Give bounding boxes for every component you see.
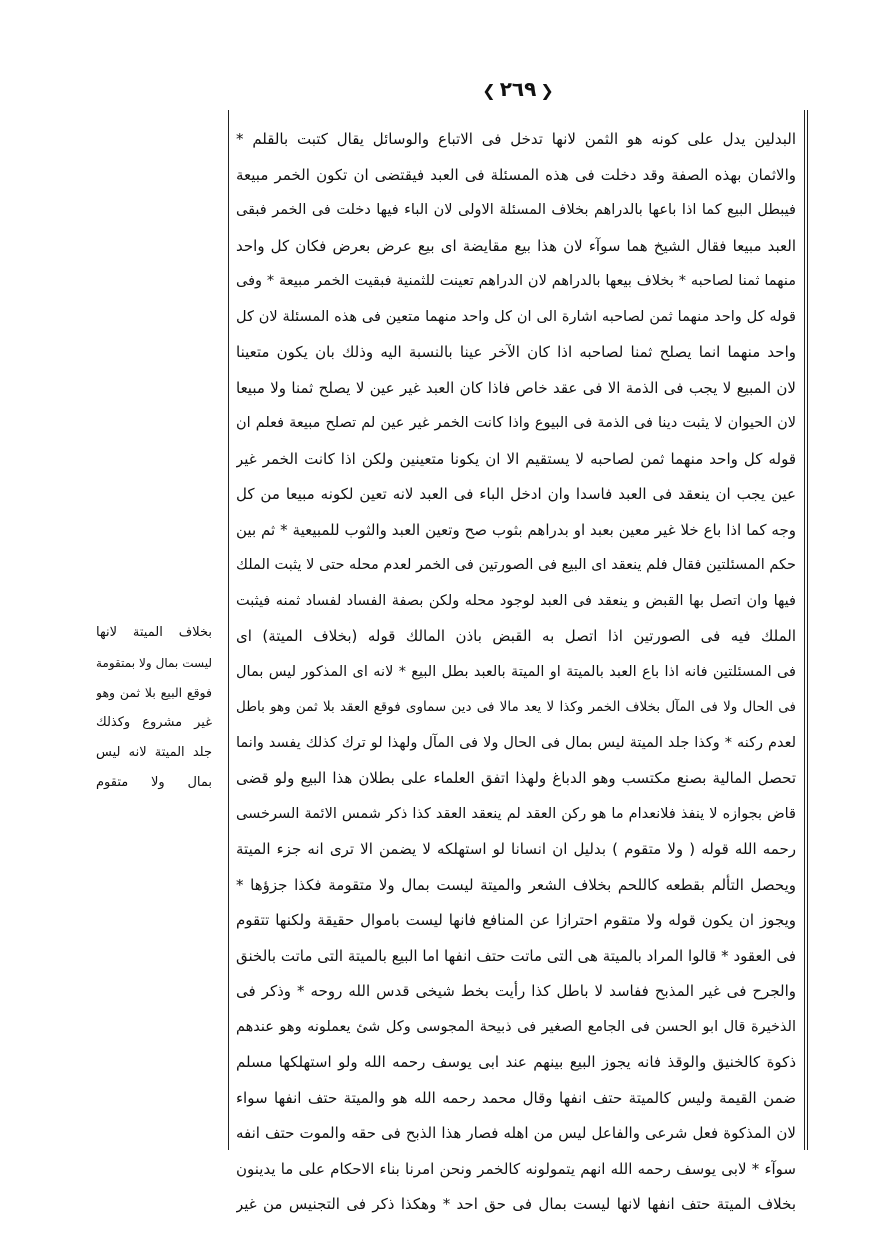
text-line: قوله كل واحد منهما ثمن لصاحبه لا يستقيم الا ان يكونا متعينين ولكن اذا كانت الخمر غير [236,449,796,468]
page-number [470,76,566,104]
text-line: عين يجب ان ينعقد فى العبد فاسدا وان ادخل الباء فى العبد لانه تعين لكونه مبيعا من كل [236,485,796,503]
text-line: فى الحال ولا فى المآل بخلاف الخمر وكذا لا يعد مالا فى دين سماوى فوقع العقد بلا ثمن وهو باطل [236,699,796,715]
text-line: فيبطل البيع كما اذا باعها بالدراهم بخلاف المسئلة الاولى لان الباء فيها دخلت فى الخمر فبقى [236,202,796,218]
text-line: تحصل المالية بصنع مكتسب وهو الدباغ ولهذا اتفق العلماء على بطلان هذا البيع ولو قضى [236,769,796,787]
text-line: فيها وان اتصل بها القبض و ينعقد فى العبد لوجود محله ولكن بصفة الفساد لفساد ثمنه فيثبت [236,592,796,609]
text-line: ويجوز ان يكون قوله ولا متقوم احترازا عن المنافع فانها ليست باموال حقيقة ولكنها تتقوم [236,911,796,929]
text-line: رحمه الله قوله ( ولا متقوم ) بدليل ان انسانا لو استهلكه لا يضمن الا ترى انه جزء الميتة [236,840,796,858]
text-line: الذخيرة قال ابو الحسن فى الجامع الصغير فى ذبيحة المجوسى وكل شئ يعملونه وهو عندهم [236,1018,796,1035]
page-number-value: ٢٦٩ [499,77,537,101]
text-line: الملك فيه فى الصورتين اذا اتصل به القبض باذن المالك قوله (بخلاف الميتة) اى [236,627,796,645]
text-line: لان المذكوة فعل شرعى والفاعل ليس من اهله فصار هذا الذبح فى حقه والموت حتف انفه [236,1124,796,1142]
text-line: وجه كما اذا باع خلا غير معين بعبد او بدراهم بثوب صح وتعين العبد والثوب للمبيعية * ثم بين [236,520,796,539]
text-line: العبد مبيعا فقال الشيخ هما سوآء لان هذا بيع مقايضة اى بيع عرض بعرض فكان كل واحد [236,236,796,255]
text-line: ويحصل التألم بقطعه كاللحم بخلاف الشعر والميتة ليست بمال ولا متقومة فكذا جزؤها * [236,875,796,894]
text-line: غير مشروع وكذلك [96,715,212,730]
text-line: لان الحيوان لا يثبت دينا فى الذمة فى البيوع واذا كانت الخمر غير عين لم تصلح مبيعة فعلم ان [236,415,796,431]
text-line: والجرح فى غير المذبح ففاسد لا باطل كذا رأيت بخط شيخى قدس الله روحه * وذكر فى [236,982,796,1000]
ornament-right: ❯ [540,81,554,100]
text-line: حكم المسئلتين فقال فلم ينعقد اى البيع فى الصورتين فى الخمر لعدم محله حتى لا يثبت الملك [236,557,796,573]
text-line: فوقع البيع بلا ثمن وهو [96,685,212,700]
text-line: ليست بمال ولا بمتقومة [96,656,212,670]
text-line: والاثمان بهذه الصفة وقد دخلت فى هذه المسئلة فى العبد فيقتضى ان تكون الخمر مبيعة [236,165,796,184]
text-line: فى العقود * قالوا المراد بالميتة هى التى ماتت حتف انفها اما البيع بالميتة التى ماتت بالخنق [236,946,796,965]
text-line: منهما ثمنا لصاحبه * بخلاف بيعها بالدراهم لان الدراهم تعينت للثمنية فبقيت الخمر مبيعة * وفى [236,273,796,289]
text-line: بخلاف الميتة حتف انفها لانها ليست بمال فى حق احد * وهكذا ذكر فى التجنيس من غير [236,1195,796,1213]
text-line: قاض بجوازه لا ينفذ فلانعدام ما هو ركن العقد لم ينعقد العقد كذا ذكر شمس الائمة السرخسى [236,805,796,822]
text-line: البدلين يدل على كونه هو الثمن لانها تدخل فى الاتباع والوسائل يقال كتبت بالقلم * [236,130,796,148]
text-line: بمال ولا متقوم [96,775,212,790]
text-line: فى المسئلتين فانه اذا باع العبد بالميتة او الميتة بالعبد بطل البيع * لانه اى المذكور ليس بمال [236,663,796,680]
text-line: قوله كل واحد منهما ثمن لصاحبه اشارة الى ان كل واحد منهما متعين فى هذه المسئلة لان كل [236,308,796,325]
text-line: لان المبيع لا يجب فى الذمة الا فى عقد خاص فاذا كان العبد غير عين لا يصلح ثمنا ولا مبيعا [236,378,796,397]
text-line: بخلاف الميتة لانها [96,625,212,640]
text-line: سوآء * لابى يوسف رحمه الله انهم يتمولونه كالخمر ونحن امرنا بناء الاحكام على ما يدينون [236,1159,796,1178]
text-line: ضمن القيمة وليس كالميتة حتف انفها وقال محمد رحمه الله هو والميتة حتف انفها سواء [236,1088,796,1107]
ornament-left: ❮ [482,81,496,100]
main-text-block [236,122,796,1213]
text-line: واحد منهما انما يصلح ثمنا لصاحبه اذا كان الآخر عينا بالنسبة اليه وذلك بان يكون متعينا [236,343,796,361]
text-line: ذكوة كالخنيق والوقذ فانه يجوز البيع بينهم عند ابى يوسف رحمه الله ولو استهلكها مسلم [236,1053,796,1071]
text-line: جلد الميتة لانه ليس [96,745,212,760]
text-line: لعدم ركنه * وكذا جلد الميتة ليس بمال فى الحال ولا فى المآل ولهذا لو ترك كذلك يفسد وانما [236,734,796,751]
margin-note-block [96,618,212,798]
